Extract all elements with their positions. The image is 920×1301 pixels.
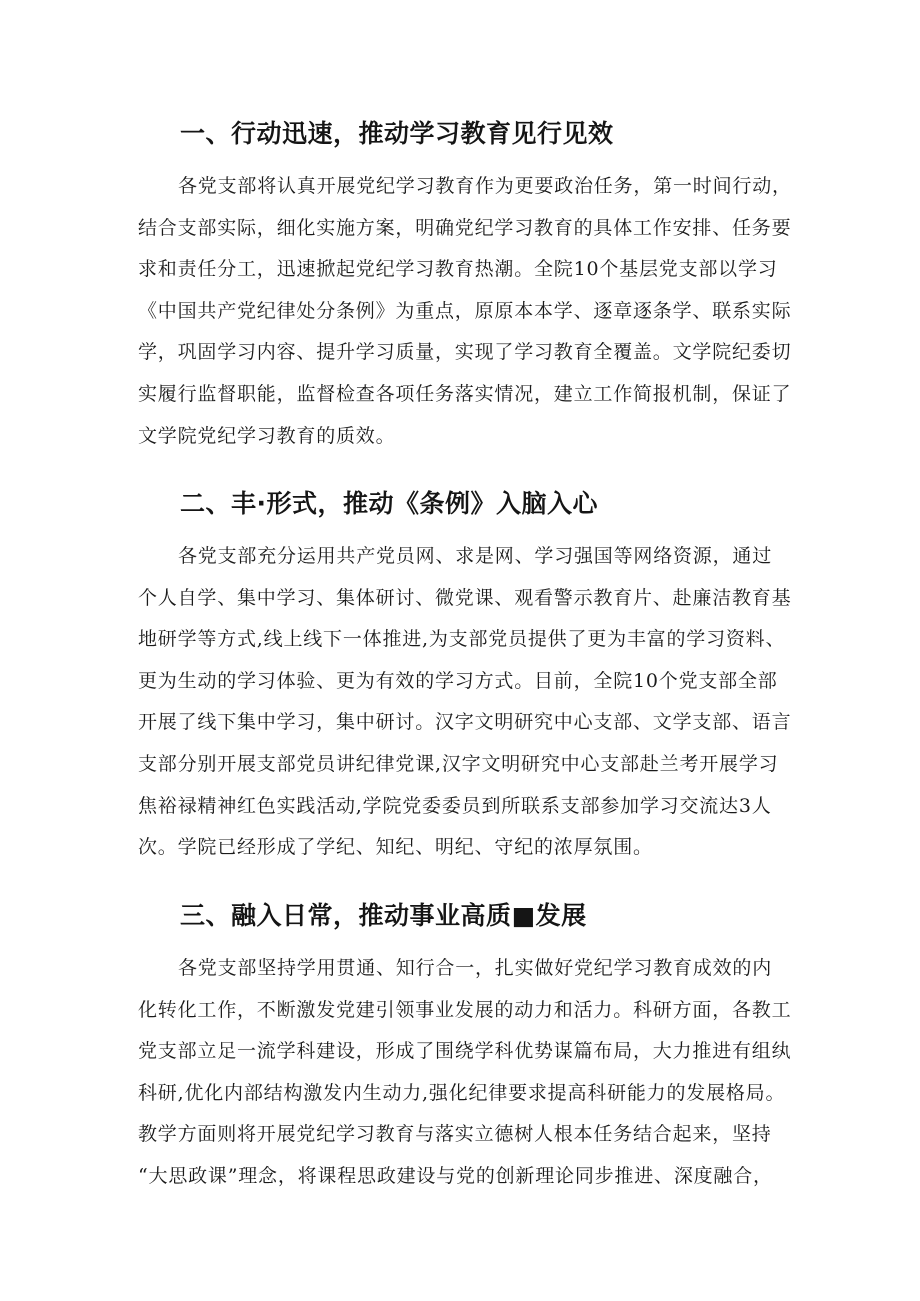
paragraph-line: 化转化工作，不断激发党建引领事业发展的动力和活力。科研方面，各教工 xyxy=(138,998,792,1021)
section-1-heading: 一、行动迅速，推动学习教育见行见效 xyxy=(180,119,614,148)
paragraph-line: 各党支部坚持学用贯通、知行合一，扎实做好党纪学习教育成效的内 xyxy=(178,957,773,979)
paragraph-line: 文学院党纪学习教育的质效。 xyxy=(138,424,396,447)
section-1-paragraph xyxy=(138,166,793,457)
paragraph-line: 结合支部实际，细化实施方案，明确党纪学习教育的具体工作安排、任务要 xyxy=(138,216,792,239)
section-3-paragraph xyxy=(138,948,793,1198)
paragraph-line: 各党支部将认真开展党纪学习教育作为更要政治任务，第一时间行动， xyxy=(178,175,792,197)
paragraph-line: 学，巩固学习内容、提升学习质量，实现了学习教育全覆盖。文学院纪委切 xyxy=(138,341,792,364)
section-2-heading: 二、丰·形式，推动《条例》入脑入心 xyxy=(180,489,598,518)
paragraph-line: 地研学等方式,线上线下一体推进,为支部党员提供了更为丰富的学习资料、 xyxy=(138,628,786,651)
paragraph-line: 党支部立足一流学科建设，形成了围绕学科优势谋篇布局，大力推进有组纨 xyxy=(138,1040,792,1063)
paragraph-line: 次。学院已经形成了学纪、知纪、明纪、守纪的浓厚氛围。 xyxy=(138,836,653,859)
section-3-heading: 三、融入日常，推动事业高质■发展 xyxy=(180,901,587,930)
section-2-paragraph xyxy=(138,536,793,869)
paragraph-line: 更为生动的学习体验、更为有效的学习方式。目前，全院10个党支部全部 xyxy=(138,669,778,692)
paragraph-line: 求和责任分工，迅速掀起党纪学习教育热潮。全院10个基层党支部以学习 xyxy=(138,258,778,281)
paragraph-line: 开展了线下集中学习，集中研讨。汉字文明研究中心支部、文学支部、语言 xyxy=(138,711,792,734)
paragraph-line: 教学方面则将开展党纪学习教育与落实立德树人根本任务结合起来，坚持 xyxy=(138,1123,772,1146)
paragraph-line: 实履行监督职能，监督检查各项任务落实情况，建立工作简报机制，保证了 xyxy=(138,382,792,405)
paragraph-line: 个人自学、集中学习、集体研讨、微党课、观看警示教育片、赴廉洁教育基 xyxy=(138,586,792,609)
paragraph-line: 科研,优化内部结构激发内生动力,强化纪律要求提高科研能力的发展格局。 xyxy=(138,1081,786,1104)
paragraph-line: 《中国共产党纪律处分条例》为重点，原原本本学、逐章逐条学、联系实际 xyxy=(138,299,792,322)
paragraph-line: “大思政课”理念，将课程思政建设与党的创新理论同步推进、深度融合， xyxy=(138,1164,773,1187)
paragraph-line: 支部分别开展支部党员讲纪律党课,汉字文明研究中心支部赴兰考开展学习 xyxy=(138,752,779,775)
paragraph-line: 焦裕禄精神红色实践活动,学院党委委员到所联系支部参加学习交流达3人 xyxy=(138,794,772,817)
paragraph-line: 各党支部充分运用共产党员网、求是网、学习强国等网络资源，通过 xyxy=(178,545,773,567)
